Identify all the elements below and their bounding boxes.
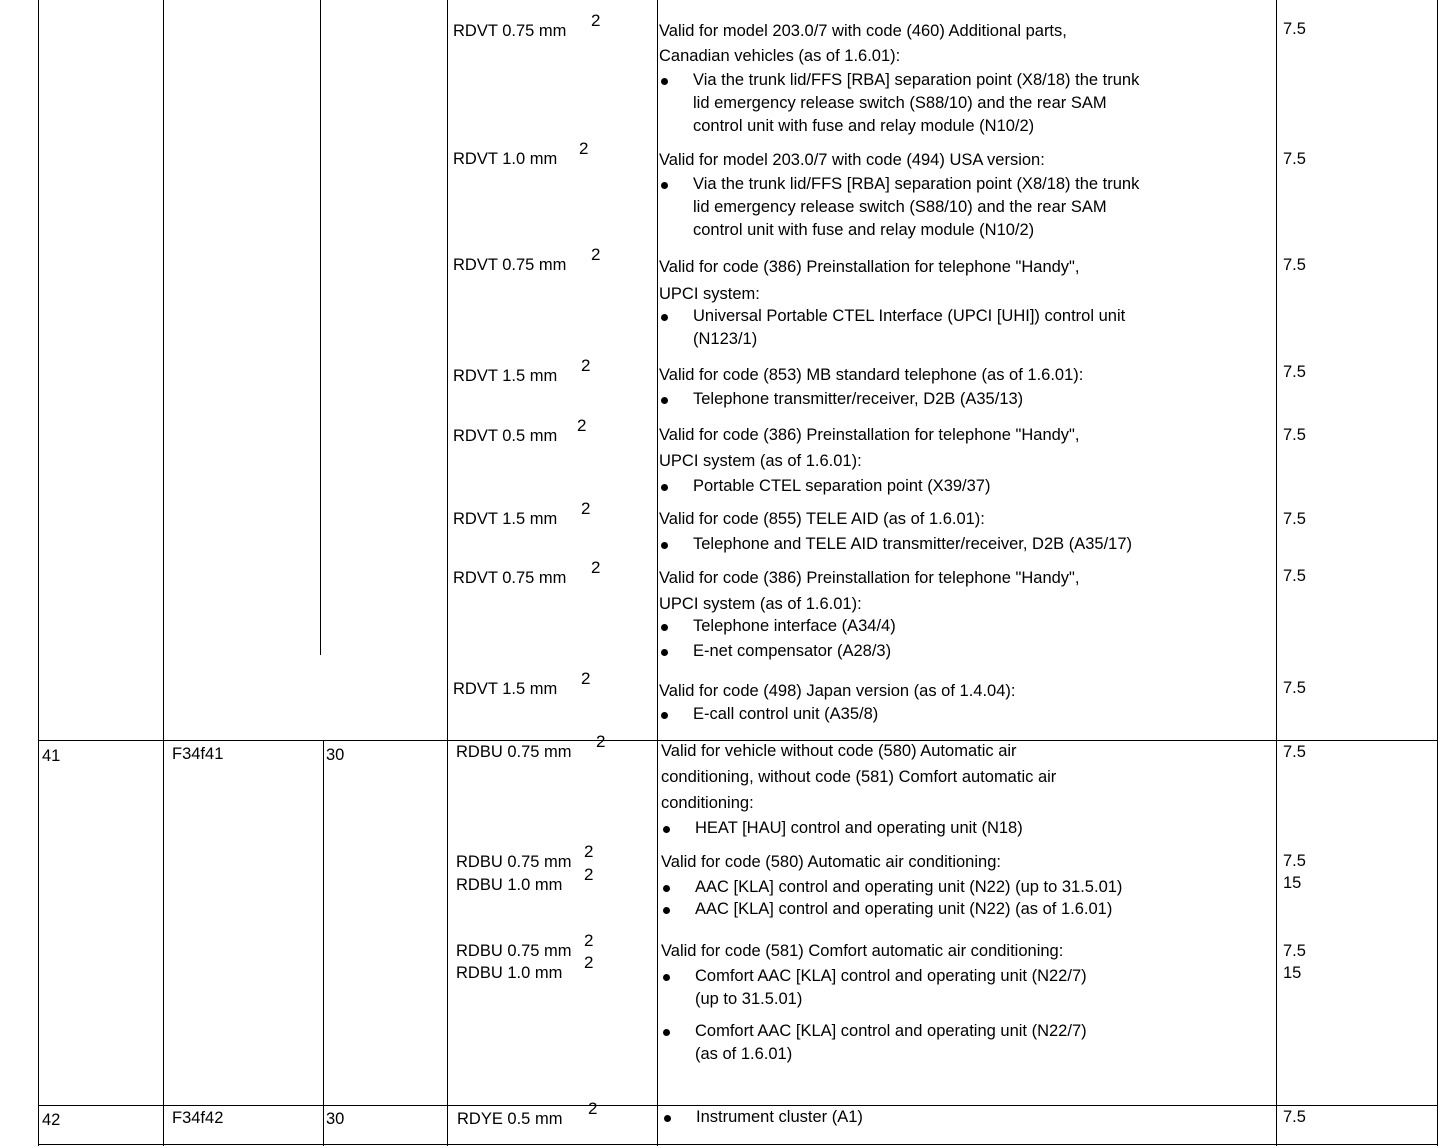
consumer-bullet-text: Instrument cluster (A1) [696, 1108, 863, 1126]
consumer-validity-text: Valid for code (386) Preinstallation for telephone "Handy", [659, 426, 1080, 444]
consumer-validity-text: Valid for code (855) TELE AID (as of 1.6.01): [659, 510, 985, 528]
consumer-bullet-text: AAC [KLA] control and operating unit (N22) (up to 31.5.01) [695, 878, 1123, 896]
column-divider-fuse [163, 0, 164, 1146]
consumer-bullet-text: lid emergency release switch (S88/10) and the rear SAM [693, 198, 1107, 216]
fuse-rating: 7.5 [1283, 942, 1306, 960]
consumer-validity-text: Valid for code (581) Comfort automatic air conditioning: [661, 942, 1064, 960]
consumer-bullet-text: Via the trunk lid/FFS [RBA] separation point (X8/18) the trunk [693, 175, 1140, 193]
fuse-rating: 7.5 [1283, 679, 1306, 697]
consumer-bullet-text: Comfort AAC [KLA] control and operating unit (N22/7) [695, 1022, 1087, 1040]
consumer-validity-text: conditioning: [661, 794, 754, 812]
wire-superscript: 2 [584, 865, 594, 884]
wire-designation: RDVT 0.75 mm [453, 569, 567, 587]
consumer-validity-text: UPCI system (as of 1.6.01): [659, 595, 862, 613]
wire-designation: RDVT 1.5 mm [453, 367, 558, 385]
fuse-rating: 7.5 [1283, 567, 1306, 585]
consumer-bullet-text: (up to 31.5.01) [695, 990, 803, 1008]
consumer-bullet-text: Telephone and TELE AID transmitter/receiver, D2B (A35/17) [693, 535, 1133, 553]
consumer-validity-text: Valid for code (386) Preinstallation for telephone "Handy", [659, 569, 1080, 587]
bullet-icon [663, 885, 670, 892]
terminal-42: 30 [326, 1110, 345, 1128]
consumer-validity-text: Valid for code (580) Automatic air conditioning: [661, 853, 1001, 871]
fuse-designation-42: F34f42 [172, 1109, 224, 1127]
column-divider-amps [1276, 0, 1277, 1146]
fuse-rating: 7.5 [1283, 150, 1306, 168]
table-border-bottom [38, 1144, 1438, 1145]
fuse-rating: 7.5 [1283, 256, 1306, 274]
row-divider-42 [38, 1105, 1438, 1106]
bullet-icon [661, 314, 668, 321]
fuse-rating: 15 [1283, 874, 1302, 892]
bullet-icon [661, 182, 668, 189]
table-border-left [38, 0, 39, 1146]
consumer-bullet-text: Telephone interface (A34/4) [693, 617, 896, 635]
wire-superscript: 2 [581, 356, 591, 375]
consumer-validity-text: Valid for code (386) Preinstallation for telephone "Handy", [659, 258, 1080, 276]
consumer-bullet-text: control unit with fuse and relay module (N10/2) [693, 117, 1035, 135]
bullet-icon [661, 484, 668, 491]
row-divider-41 [38, 740, 1438, 741]
consumer-bullet-text: Portable CTEL separation point (X39/37) [693, 477, 991, 495]
bullet-icon [663, 826, 670, 833]
consumer-validity-text: UPCI system (as of 1.6.01): [659, 452, 862, 470]
bullet-icon [661, 624, 668, 631]
wire-designation: RDYE 0.5 mm [457, 1110, 563, 1128]
wire-designation: RDVT 0.5 mm [453, 427, 558, 445]
fuse-number-42: 42 [42, 1111, 61, 1129]
wire-superscript: 2 [584, 953, 594, 972]
consumer-validity-text: conditioning, without code (581) Comfort automatic air [661, 768, 1057, 786]
consumer-bullet-text: Telephone transmitter/receiver, D2B (A35/13) [693, 390, 1024, 408]
consumer-bullet-text: (as of 1.6.01) [695, 1045, 793, 1063]
wire-designation: RDBU 0.75 mm [456, 942, 572, 960]
consumer-bullet-text: E-net compensator (A28/3) [693, 642, 892, 660]
consumer-validity-text: Valid for model 203.0/7 with code (460) Additional parts, [659, 22, 1067, 40]
terminal-41: 30 [326, 746, 345, 764]
consumer-bullet-text: Via the trunk lid/FFS [RBA] separation point (X8/18) the trunk [693, 71, 1140, 89]
bullet-icon [664, 1115, 671, 1122]
wire-superscript: 2 [584, 931, 594, 950]
bullet-icon [663, 1029, 670, 1036]
wire-designation: RDBU 1.0 mm [456, 964, 563, 982]
consumer-validity-text: Valid for code (853) MB standard telephone (as of 1.6.01): [659, 366, 1084, 384]
consumer-validity-text: Valid for code (498) Japan version (as of 1.4.04): [659, 682, 1016, 700]
bullet-icon [663, 974, 670, 981]
fuse-rating: 7.5 [1283, 852, 1306, 870]
bullet-icon [661, 78, 668, 85]
wire-superscript: 2 [591, 245, 601, 264]
column-divider-wire [447, 0, 448, 1146]
table-border-right [1437, 0, 1438, 1146]
consumer-validity-text: Valid for model 203.0/7 with code (494) USA version: [659, 151, 1045, 169]
consumer-bullet-text: control unit with fuse and relay module (N10/2) [693, 221, 1035, 239]
bullet-icon [661, 649, 668, 656]
wire-designation: RDVT 1.0 mm [453, 150, 558, 168]
wire-designation: RDVT 1.5 mm [453, 680, 558, 698]
consumer-validity-text: UPCI system: [659, 285, 760, 303]
consumer-bullet-text: E-call control unit (A35/8) [693, 705, 879, 723]
bullet-icon [661, 712, 668, 719]
wire-superscript: 2 [584, 842, 594, 861]
consumer-validity-text: Canadian vehicles (as of 1.6.01): [659, 47, 901, 65]
fuse-rating: 7.5 [1283, 20, 1306, 38]
wire-superscript: 2 [581, 669, 591, 688]
consumer-bullet-text: Universal Portable CTEL Interface (UPCI [UHI]) control unit [693, 307, 1126, 325]
fuse-rating: 7.5 [1283, 363, 1306, 381]
consumer-bullet-text: (N123/1) [693, 330, 758, 348]
wire-designation: RDVT 1.5 mm [453, 510, 558, 528]
wire-superscript: 2 [579, 139, 589, 158]
column-divider-terminal-lower [323, 740, 324, 1146]
wire-designation: RDBU 0.75 mm [456, 743, 572, 761]
wire-designation: RDBU 1.0 mm [456, 876, 563, 894]
wire-superscript: 2 [577, 416, 587, 435]
wire-superscript: 2 [581, 499, 591, 518]
column-divider-consumer [657, 0, 658, 1146]
consumer-bullet-text: AAC [KLA] control and operating unit (N22) (as of 1.6.01) [695, 900, 1113, 918]
fuse-rating: 7.5 [1283, 1108, 1306, 1126]
bullet-icon [663, 907, 670, 914]
fuse-rating: 7.5 [1283, 743, 1306, 761]
bullet-icon [661, 542, 668, 549]
wire-superscript: 2 [596, 732, 606, 751]
wire-designation: RDVT 0.75 mm [453, 22, 567, 40]
wire-superscript: 2 [591, 558, 601, 577]
consumer-bullet-text: Comfort AAC [KLA] control and operating unit (N22/7) [695, 967, 1087, 985]
consumer-validity-text: Valid for vehicle without code (580) Automatic air [661, 742, 1017, 760]
consumer-bullet-text: lid emergency release switch (S88/10) and the rear SAM [693, 94, 1107, 112]
fuse-rating: 7.5 [1283, 426, 1306, 444]
fuse-rating: 7.5 [1283, 510, 1306, 528]
consumer-bullet-text: HEAT [HAU] control and operating unit (N18) [695, 819, 1023, 837]
wire-designation: RDVT 0.75 mm [453, 256, 567, 274]
column-divider-terminal [320, 0, 321, 655]
fuse-rating: 15 [1283, 964, 1302, 982]
wire-superscript: 2 [588, 1099, 598, 1118]
wire-superscript: 2 [591, 11, 601, 30]
bullet-icon [661, 397, 668, 404]
fuse-number-41: 41 [42, 747, 61, 765]
wire-designation: RDBU 0.75 mm [456, 853, 572, 871]
fuse-designation-41: F34f41 [172, 745, 224, 763]
